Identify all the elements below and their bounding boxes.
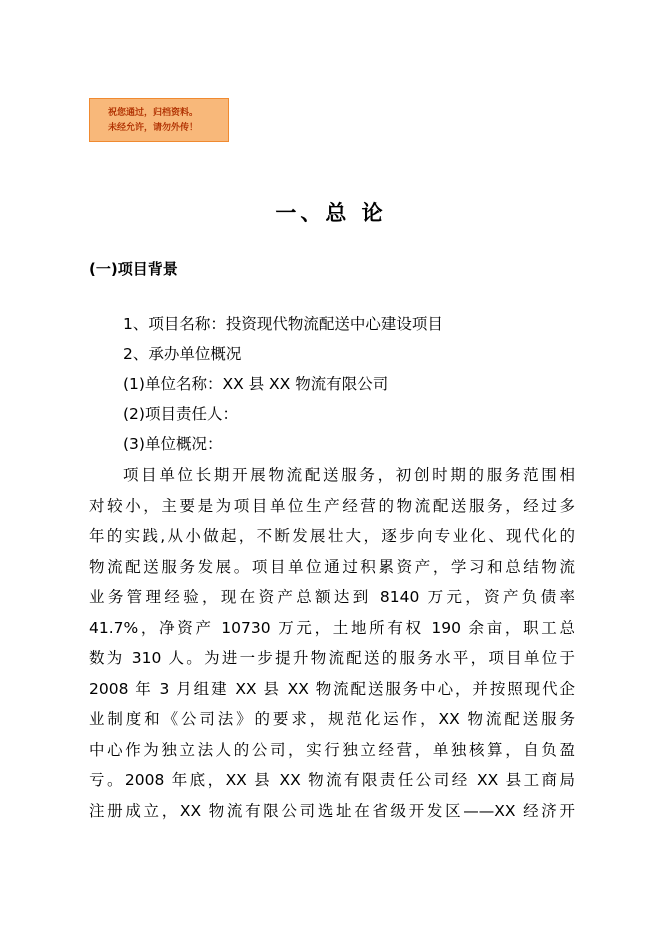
item-organizer-overview: 2、承办单位概况 [123, 345, 242, 363]
item-unit-overview: (3)单位概况： [123, 435, 223, 453]
item-project-leader: (2)项目责任人： [123, 405, 238, 423]
confidential-stamp [89, 98, 229, 142]
paragraph-line: 注册成立，XX 物流有限公司选址在省级开发区——XX 经济开 [89, 801, 575, 820]
paragraph-line: 对较小，主要是为项目单位生产经营的物流配送服务，经过多 [89, 496, 575, 515]
body-paragraph [89, 460, 575, 826]
item-project-name: 1、项目名称：投资现代物流配送中心建设项目 [123, 315, 443, 333]
section-heading: (一)项目背景 [89, 260, 178, 278]
paragraph-line: 亏。2008 年底，XX 县 XX 物流有限责任公司经 XX 县工商局 [89, 771, 575, 789]
paragraph-line: 物流配送服务发展。项目单位通过积累资产，学习和总结物流 [89, 557, 575, 576]
paragraph-line: 中心作为独立法人的公司，实行独立经营，单独核算，自负盈 [89, 740, 575, 759]
paragraph-line: 年的实践,从小做起，不断发展壮大，逐步向专业化、现代化的 [89, 527, 575, 545]
paragraph-line: 2008 年 3 月组建 XX 县 XX 物流配送服务中心，并按照现代企 [89, 679, 575, 698]
paragraph-line: 数为 310 人。为进一步提升物流配送的服务水平，项目单位于 [89, 649, 575, 667]
paragraph-line: 项目单位长期开展物流配送服务，初创时期的服务范围相 [123, 466, 575, 484]
paragraph-line: 业制度和《公司法》的要求，规范化运作，XX 物流配送服务 [89, 710, 575, 728]
chapter-title: 一、总 论 [275, 201, 387, 225]
stamp-line-1: 祝您通过，归档资料。 [108, 108, 199, 118]
stamp-line-2: 未经允许，请勿外传！ [108, 123, 199, 133]
item-unit-name: (1)单位名称：XX 县 XX 物流有限公司 [123, 375, 389, 393]
paragraph-line: 41.7%，净资产 10730 万元，土地所有权 190 余亩，职工总 [89, 618, 575, 637]
paragraph-line: 业务管理经验，现在资产总额达到 8140 万元，资产负债率 [89, 588, 575, 606]
